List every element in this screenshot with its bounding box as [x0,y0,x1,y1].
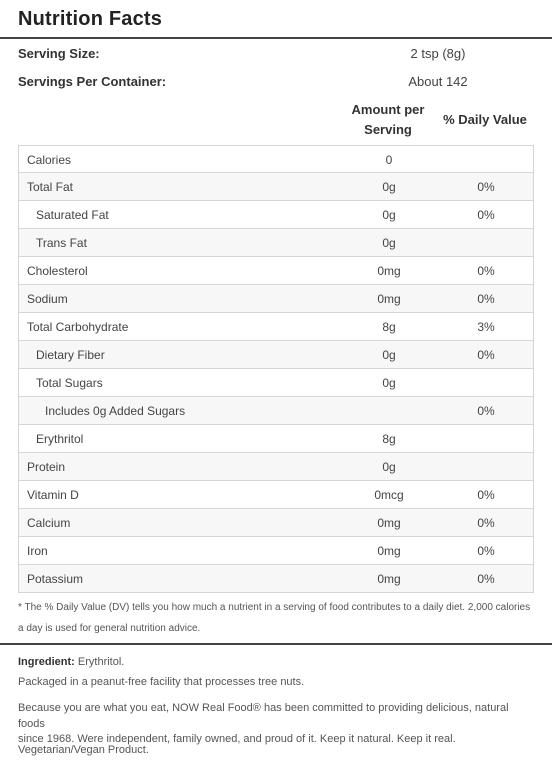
nutrient-row [18,257,534,285]
brand-statement [18,701,538,748]
nutrient-row [18,369,534,397]
nutrient-daily-value: 0% [477,516,495,530]
ingredient-value: Erythritol. [77,656,125,668]
nutrient-row [18,145,534,173]
nutrient-row [18,565,534,593]
footnote-line1: * The % Daily Value (DV) tells you how much a nutrient in a serving of food contributes to a daily diet. 2,000 calories [18,602,531,613]
nutrient-amount: 0mg [377,544,401,558]
nutrient-daily-value: 0% [477,180,495,194]
amount-header-line2: Serving [364,122,412,137]
nutrient-amount: 0g [382,376,396,390]
nutrient-name: Total Fat [27,180,74,194]
nutrient-name: Trans Fat [36,236,87,250]
nutrient-name: Erythritol [36,432,84,446]
diet-note: Vegetarian/Vegan Product. [18,744,149,756]
nutrient-name: Calcium [27,516,71,530]
ingredient-line [18,655,538,671]
ingredient-label: Ingredient: [18,656,75,668]
nutrient-table [18,145,534,593]
daily-value-footnote [18,597,534,639]
nutrient-amount: 0g [382,236,396,250]
nutrient-amount: 0 [385,153,393,167]
nutrient-amount: 0g [382,460,396,474]
nutrient-amount: 0mg [377,516,401,530]
nutrient-name: Total Carbohydrate [27,320,129,334]
nutrient-row [18,425,534,453]
nutrient-row [18,453,534,481]
facility-note: Packaged in a peanut-free facility that processes tree nuts. [18,676,305,688]
nutrient-row [18,481,534,509]
serving-size-value: 2 tsp (8g) [410,46,466,61]
nutrient-daily-value: 0% [477,264,495,278]
footnote-line2: a day is used for general nutrition advice. [18,623,201,634]
nutrient-amount: 0mg [377,572,401,586]
nutrient-name: Saturated Fat [36,208,109,222]
nutrient-amount: 0mcg [374,488,404,502]
nutrient-amount: 0g [382,348,396,362]
nutrient-row [18,397,534,425]
brand-statement-line2: since 1968. Were independent, family owned, and proud of it. Keep it natural. Keep it real. [18,733,456,745]
nutrient-daily-value: 3% [477,320,495,334]
nutrient-daily-value: 0% [477,572,495,586]
nutrient-name: Cholesterol [27,264,88,278]
nutrient-name: Dietary Fiber [36,348,105,362]
nutrient-daily-value: 0% [477,208,495,222]
nutrient-name: Sodium [27,292,68,306]
nutrient-row [18,229,534,257]
nutrient-amount: 0mg [377,292,401,306]
nutrient-amount: 0g [382,180,396,194]
nutrient-daily-value: 0% [477,292,495,306]
footnote-divider [0,643,552,645]
nutrient-row [18,537,534,565]
nutrient-amount: 0g [382,208,396,222]
nutrient-row [18,313,534,341]
nutrient-amount: 0mg [377,264,401,278]
nutrient-name: Vitamin D [27,488,79,502]
brand-statement-line1: Because you are what you eat, NOW Real Food® has been committed to providing delicious, natural foods [18,702,509,730]
nutrient-daily-value: 0% [477,404,495,418]
nutrient-row [18,201,534,229]
nutrient-name: Iron [27,544,48,558]
nutrient-row [18,509,534,537]
nutrient-name: Total Sugars [36,376,103,390]
amount-per-serving-header [338,100,438,140]
nutrient-row [18,341,534,369]
nutrient-daily-value: 0% [477,348,495,362]
serving-size-label: Serving Size: [18,46,100,61]
nutrient-amount: 8g [382,432,396,446]
title-divider [0,37,552,39]
nutrient-name: Protein [27,460,66,474]
nutrient-name: Includes 0g Added Sugars [45,404,186,418]
nutrient-amount: 8g [382,320,396,334]
servings-per-container-label: Servings Per Container: [18,74,167,89]
nutrient-daily-value: 0% [477,488,495,502]
nutrient-daily-value: 0% [477,544,495,558]
nutrient-row [18,285,534,313]
nutrient-name: Potassium [27,572,84,586]
nutrition-facts-title: Nutrition Facts [18,8,163,30]
nutrient-name: Calories [27,153,72,167]
amount-header-line1: Amount per [351,102,425,117]
daily-value-header: % Daily Value [443,112,527,127]
nutrient-row [18,173,534,201]
servings-per-container-value: About 142 [408,74,468,89]
